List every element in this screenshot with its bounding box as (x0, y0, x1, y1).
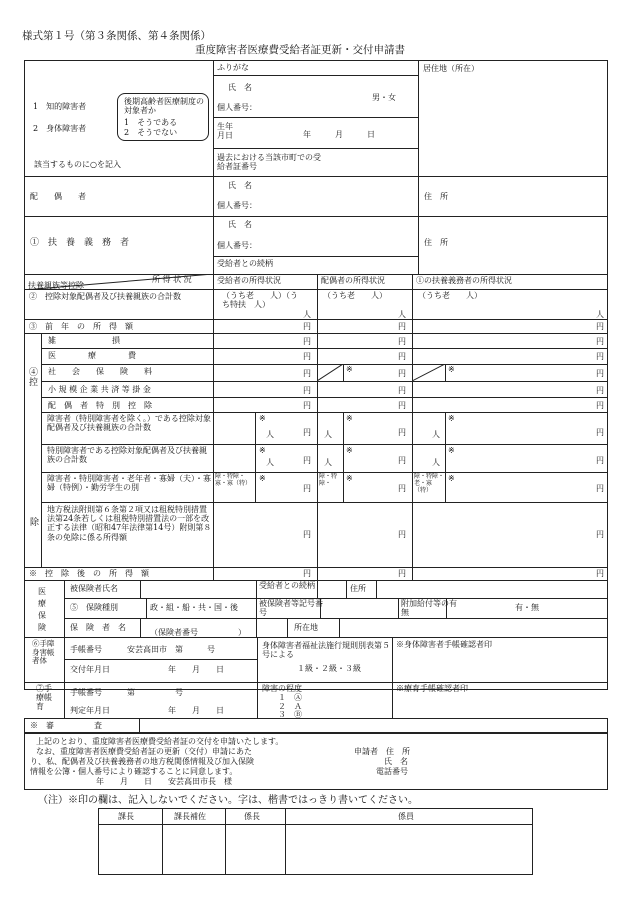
spouse-address-label: 住 所 (424, 192, 448, 201)
mark: ※ (259, 446, 266, 455)
col-supporter: ①の扶養義務者の所得状況 (416, 276, 512, 285)
col-recipient: 受給者の所得状況 (217, 276, 281, 285)
yen: 円 (596, 569, 604, 578)
supporter-relation-label: 受給者との続柄 (217, 259, 273, 268)
yen: 円 (303, 428, 311, 437)
yen: 円 (398, 484, 406, 493)
stamp-staff: 係員 (398, 812, 414, 821)
spouse-name-label: 氏 名 (228, 181, 252, 190)
yen: 円 (398, 337, 406, 346)
unit: 人 (324, 458, 332, 467)
col-spouse: 配偶者の所得状況 (321, 276, 385, 285)
insurance-kinds[interactable]: 政・組・船・共・国・後 (150, 603, 238, 612)
mark: ※ (448, 365, 455, 374)
stamp-table (98, 808, 533, 875)
unit: 人 (266, 458, 274, 467)
insurance-kind-label: ⑤ 保険種別 (70, 603, 118, 612)
handbook6-grades[interactable]: １級・２級・３級 (297, 664, 361, 673)
elderly-option-1: 1 そうである (124, 118, 178, 127)
elderly-question: 後期高齢者医療制度の対象者か (124, 97, 204, 116)
status-c2: 障・特障・ (319, 473, 338, 487)
yen: 円 (596, 530, 604, 539)
yen: 円 (398, 369, 406, 378)
form-number: 様式第１号（第３条関係、第４条関係） (22, 30, 211, 42)
unit: 人 (398, 310, 406, 319)
yen: 円 (596, 352, 604, 361)
holder-name-label: 被保険者氏名 (70, 584, 118, 593)
insurer-number: （保険者番号 ） (150, 628, 246, 637)
type-2: 2 身体障害者 (33, 124, 87, 133)
unit: 人 (266, 430, 274, 439)
stamp-section-chief: 課長 (118, 812, 134, 821)
mark: ※ (448, 446, 455, 455)
degree-1[interactable]: １ Ⓐ (278, 693, 302, 702)
yen: 円 (596, 428, 604, 437)
yen: 円 (398, 530, 406, 539)
deduction-medical: 医 療 費 (48, 351, 136, 360)
handbook6-issue-date: 年 月 日 (168, 665, 224, 674)
unit: 人 (596, 310, 604, 319)
yen: 円 (596, 456, 604, 465)
row-prev-income: ③ 前 年 の 所 得 額 (29, 322, 133, 331)
insured-number-label: 被保険者等記号番号 (259, 599, 323, 618)
diag-supporter (412, 364, 445, 381)
form-title: 重度障害者医療費受給者証更新・交付申請書 (195, 44, 405, 56)
handbook7-judge-date: 年 月 日 (168, 706, 224, 715)
type-1: 1 知的障害者 (33, 102, 87, 111)
deduction-mutual-aid: 小 規 模 企 業 共 済 等 掛 金 (48, 385, 151, 394)
degree-2[interactable]: ２ Ａ (278, 702, 302, 711)
yen: 円 (303, 484, 311, 493)
decl-line-4: 情報を公簿・個人番号により確認することに同意します。 (30, 767, 238, 776)
row-dependents-c3: （うち老 人） (418, 291, 482, 300)
deduction-label: ④控 (29, 368, 39, 389)
elderly-option-2: 2 そうでない (124, 128, 178, 137)
deduction-label-2: 除 (30, 518, 40, 528)
yen: 円 (303, 530, 311, 539)
stamp-deputy-chief: 課長補佐 (174, 812, 206, 821)
status-c3: 障・特障・老・寡（特） (414, 473, 445, 494)
birth-label: 生年月日 (217, 122, 233, 141)
decl-date: 年 月 日 安芸高田市長 様 (96, 777, 232, 786)
furigana-label: ふりがな (217, 63, 249, 72)
insurer-name-label: 保 険 者 名 (70, 623, 126, 632)
deduction-social-ins: 社 会 保 険 料 (48, 367, 152, 376)
rehab-handbook-label: ⑦手療帳育 (36, 684, 52, 712)
handbook7-judge-label: 判定年月日 (70, 706, 110, 715)
spouse-label: 配 偶 者 (30, 192, 86, 201)
mynumber-label: 個人番号： (217, 103, 257, 112)
yen: 円 (303, 352, 311, 361)
yen: 円 (303, 337, 311, 346)
yen: 円 (303, 456, 311, 465)
stamp-subsection-chief: 係長 (244, 812, 260, 821)
additional-benefit-label: 附加給付等の有無 (401, 599, 457, 618)
yen: 円 (303, 569, 311, 578)
mark: ※ (346, 446, 353, 455)
yen: 円 (596, 322, 604, 331)
mark: ※ (259, 474, 266, 483)
supporter-name-label: 氏 名 (228, 220, 252, 229)
handbook6-rule: 身体障害者福祉法施行規則別表第５号による (262, 641, 390, 660)
row-dependents-c2: （うち老 人） (323, 291, 387, 300)
supporter-label: ① 扶 養 義 務 者 (30, 238, 130, 248)
mark: ※ (448, 414, 455, 423)
insurance-side-label: 医療保険 (38, 587, 46, 632)
special-disability-count: 特別障害者である控除対象配偶者及び扶養親族の合計数 (47, 446, 207, 465)
handbook6-number: 安芸高田市 第 号 (127, 645, 215, 654)
yen: 円 (303, 322, 311, 331)
diag-spouse (317, 364, 343, 381)
note: （注）※印の欄は、記入しないでください。字は、楷書ではっきり書いてください。 (38, 795, 418, 806)
relation-label: 受給者との続柄 (259, 581, 315, 590)
income-after-deduction: ※ 控 除 後 の 所 得 額 (29, 569, 149, 578)
yen: 円 (303, 401, 311, 410)
degree-3[interactable]: ３ Ⓑ (278, 710, 302, 719)
applicant-name: 氏 名 (384, 757, 408, 766)
row-dependents: ② 控除対象配偶者及び扶養親族の合計数 (29, 292, 181, 301)
decl-line-3: り、私、配偶者及び扶養義務者の地方税関係情報及び加入保険 (30, 757, 254, 766)
past-cert-label: 過去における当該市町での受給者証番号 (217, 153, 321, 172)
review-label: ※ 審 査 (30, 721, 102, 730)
mark: ※ (259, 414, 266, 423)
ins-address-label: 住所 (350, 584, 366, 593)
handbook6-number-label: 手帳番号 (70, 645, 102, 654)
handbook6-issue-label: 交付年月日 (70, 665, 110, 674)
additional-benefit-value[interactable]: 有・無 (515, 603, 539, 612)
yen: 円 (596, 386, 604, 395)
supporter-mynumber-label: 個人番号： (217, 241, 257, 250)
yen: 円 (596, 401, 604, 410)
unit: 人 (432, 458, 440, 467)
decl-line-1: 上記のとおり、重度障害者医療費受給者証の交付を申請いたします。 (36, 737, 284, 746)
handbook7-stamp: ※療育手帳確認者印 (396, 684, 468, 693)
mark: ※ (346, 414, 353, 423)
circle-note: 該当するものに○を記入 (34, 160, 121, 169)
applicant-address: 申請者 住 所 (354, 747, 410, 756)
disability-count: 障害者（特別障害者を除く。）である控除対象配偶者及び扶養親族の合計数 (47, 414, 211, 433)
physical-handbook-label: ⑥手障身害帳者体 (32, 639, 55, 666)
name-label: 氏 名 (228, 83, 252, 92)
yen: 円 (303, 369, 311, 378)
tax-exempt-income: 地方税法附則第６条第２項又は租税特別措置法第24条若しくは租税特別措置法の一部を改正する法律（昭和47年法律第14号）附則第８条の免除に係る所得額 (47, 505, 212, 542)
spouse-mynumber-label: 個人番号： (217, 201, 257, 210)
handbook7-number: 第 号 (127, 688, 183, 697)
yen: 円 (303, 386, 311, 395)
status-type: 障害者・特別障害者・老年者・寡婦（夫）・寡婦（特例）・勤労学生の別 (47, 474, 211, 493)
yen: 円 (398, 322, 406, 331)
supporter-address-label: 住 所 (424, 238, 448, 247)
status-c1: 障・特障・寡・寡（特） (215, 473, 252, 487)
yen: 円 (398, 456, 406, 465)
handbook6-stamp: ※身体障害者手帳確認者印 (396, 640, 492, 649)
review-row (24, 718, 608, 733)
unit: 人 (324, 430, 332, 439)
residence-label: 居住地（所在） (423, 64, 479, 73)
yen: 円 (398, 569, 406, 578)
yen: 円 (398, 352, 406, 361)
dependent-deduction-header: 扶養親族等控除 (28, 281, 84, 290)
yen: 円 (398, 386, 406, 395)
decl-line-2: なお、重度障害者医療費受給者証の更新（交付）申請にあた (36, 747, 252, 756)
yen: 円 (596, 484, 604, 493)
insurer-location-label: 所在地 (294, 623, 318, 632)
deduction-spouse-special: 配 偶 者 特 別 控 除 (48, 401, 152, 410)
row-dependents-c1: （うち老 人）（うち特扶 人） (222, 291, 298, 310)
handbook7-number-label: 手帳番号 (70, 688, 102, 697)
mark: ※ (346, 474, 353, 483)
unit: 人 (303, 310, 311, 319)
applicant-tel: 電話番号 (376, 767, 408, 776)
unit: 人 (432, 430, 440, 439)
income-status-header: 所 得 状 況 (152, 275, 192, 284)
yen: 円 (398, 428, 406, 437)
mark: ※ (346, 365, 353, 374)
yen: 円 (596, 337, 604, 346)
birth-ymd: 年 月 日 (303, 130, 375, 139)
deduction-misc: 雑 損 (48, 336, 120, 345)
yen: 円 (398, 401, 406, 410)
degree-label: 障害の程度 (262, 684, 302, 693)
mark: ※ (448, 474, 455, 483)
sex-field[interactable]: 男・女 (372, 93, 396, 102)
yen: 円 (596, 369, 604, 378)
